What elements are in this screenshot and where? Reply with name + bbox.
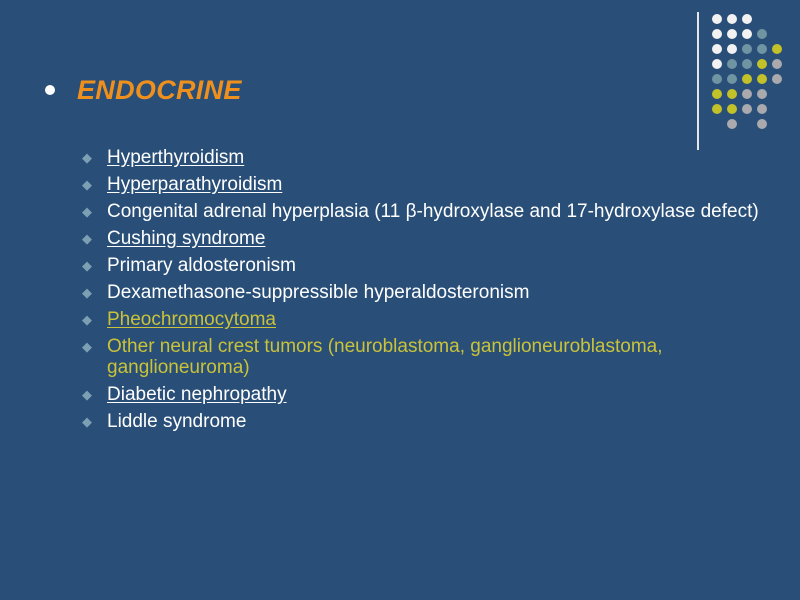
decor-dot: [712, 59, 722, 69]
decor-dot: [742, 74, 752, 84]
decor-dot: [772, 44, 782, 54]
diamond-bullet-icon: ◆: [82, 177, 92, 192]
list-item[interactable]: [82, 228, 772, 249]
divider-line: [697, 12, 699, 150]
decor-dot: [727, 14, 737, 24]
item-text: Primary aldosteronism: [107, 255, 296, 276]
decor-dot: [757, 29, 767, 39]
diamond-bullet-icon: ◆: [82, 414, 92, 429]
item-text: Liddle syndrome: [107, 411, 247, 432]
diamond-bullet-icon: ◆: [82, 204, 92, 219]
decor-dot: [757, 59, 767, 69]
diamond-bullet-icon: ◆: [82, 231, 92, 246]
decor-dot: [757, 44, 767, 54]
item-text: Other neural crest tumors (neuroblastoma, ganglioneuroblastoma, ganglioneuroma): [107, 336, 663, 378]
decor-dot: [742, 14, 752, 24]
bullet-list: [82, 147, 772, 438]
diamond-bullet-icon: ◆: [82, 387, 92, 402]
diamond-bullet-icon: ◆: [82, 312, 92, 327]
list-item: [82, 411, 772, 432]
decor-dot: [712, 14, 722, 24]
decor-dot: [727, 44, 737, 54]
decor-dot: [757, 74, 767, 84]
list-item[interactable]: [82, 147, 772, 168]
decor-dot: [742, 104, 752, 114]
decor-dot: [727, 104, 737, 114]
heading-row: [40, 70, 242, 110]
item-text: Dexamethasone-suppressible hyperaldosteronism: [107, 282, 530, 303]
diamond-bullet-icon: ◆: [82, 258, 92, 273]
item-link[interactable]: Hyperparathyroidism: [107, 174, 283, 195]
list-item[interactable]: [82, 384, 772, 405]
list-item[interactable]: [82, 174, 772, 195]
decor-dot: [727, 89, 737, 99]
item-link[interactable]: Hyperthyroidism: [107, 147, 245, 168]
decorative-dot-grid: [712, 14, 787, 129]
decor-dot: [712, 89, 722, 99]
slide-heading: ENDOCRINE: [77, 74, 242, 105]
decor-dot: [712, 29, 722, 39]
list-item: [82, 201, 772, 222]
diamond-bullet-icon: ◆: [82, 339, 92, 354]
decor-dot: [727, 29, 737, 39]
diamond-bullet-icon: ◆: [82, 150, 92, 165]
decor-dot: [742, 89, 752, 99]
decor-dot: [712, 104, 722, 114]
decor-dot: [742, 59, 752, 69]
list-item: [82, 282, 772, 303]
decor-dot: [757, 119, 767, 129]
item-text: Congenital adrenal hyperplasia (11 β-hydroxylase and 17-hydroxylase defect): [107, 201, 759, 222]
decor-dot: [772, 59, 782, 69]
bullet-icon: [45, 85, 55, 95]
list-item: [82, 255, 772, 276]
item-link[interactable]: Cushing syndrome: [107, 228, 266, 249]
decor-dot: [712, 74, 722, 84]
decor-dot: [712, 44, 722, 54]
decor-dot: [727, 119, 737, 129]
decor-dot: [727, 59, 737, 69]
list-item[interactable]: [82, 309, 772, 330]
decor-dot: [742, 29, 752, 39]
list-item: [82, 336, 772, 378]
decor-dot: [757, 89, 767, 99]
decor-dot: [757, 104, 767, 114]
decor-dot: [727, 74, 737, 84]
item-link[interactable]: Diabetic nephropathy: [107, 384, 287, 405]
diamond-bullet-icon: ◆: [82, 285, 92, 300]
decor-dot: [742, 44, 752, 54]
decor-dot: [772, 74, 782, 84]
item-link[interactable]: Pheochromocytoma: [107, 309, 276, 330]
